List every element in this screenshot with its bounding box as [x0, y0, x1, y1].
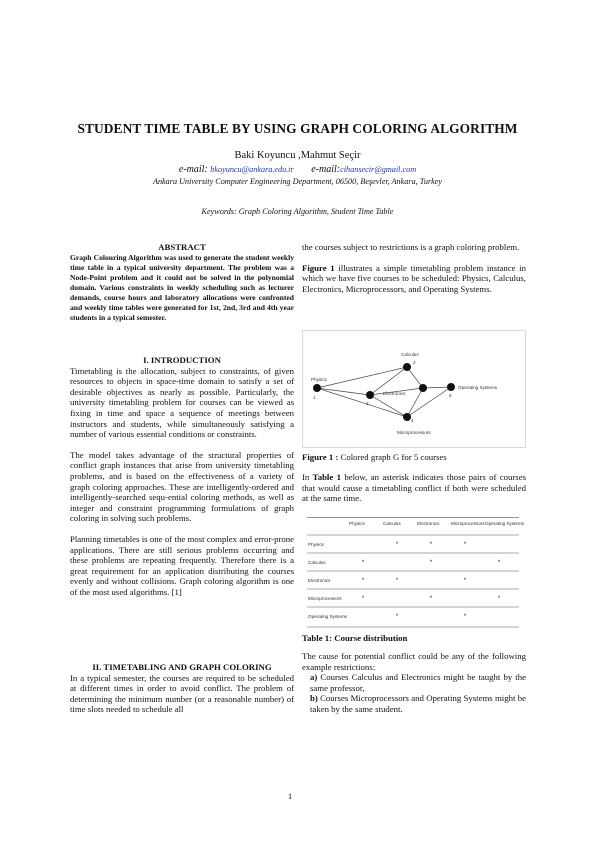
- table-row-header: Physics: [308, 542, 324, 547]
- graph-label-electronics: Electronics: [383, 391, 406, 396]
- abstract-section: [70, 242, 294, 323]
- table-row-header: Operating Systems: [308, 614, 348, 619]
- table-cell-mark: *: [463, 614, 467, 620]
- table-intro-lead: In: [302, 472, 313, 482]
- email-line: [0, 164, 595, 175]
- restriction-a: [302, 672, 526, 693]
- table-column-header: Calculus: [383, 521, 401, 526]
- table-cell-mark: *: [361, 578, 365, 584]
- authors: Baki Koyuncu ,Mahmut Seçir: [234, 150, 361, 161]
- graph-label-physics: Physics: [311, 377, 327, 382]
- page-number: 1: [287, 791, 293, 801]
- table-cell-mark: *: [429, 596, 433, 602]
- table-1: [307, 517, 525, 627]
- table-intro-paragraph: [302, 472, 526, 504]
- table-column-header: Operating Systems: [485, 521, 525, 526]
- email-link-2[interactable]: cihansecir@gmail.com: [340, 165, 417, 174]
- table-cell-mark: *: [429, 560, 433, 566]
- restriction-a-text: Courses Calculus and Electronics might be taught by the same professor,: [310, 672, 526, 693]
- section-2-heading: II. TIMETABLING AND GRAPH COLORING: [92, 662, 272, 672]
- graph-label-operating-systems: Operating Systems: [458, 385, 498, 390]
- graph-node-operating-systems: [447, 383, 455, 391]
- table-cell-mark: *: [361, 596, 365, 602]
- restrictions-intro: The cause for potential conflict could be any of the following example restrictions:: [302, 651, 526, 672]
- restriction-b-label: b): [310, 693, 318, 704]
- table-cell-mark: *: [361, 560, 365, 566]
- restriction-a-label: a): [310, 672, 318, 683]
- email-label-2: e-mail:: [311, 164, 341, 175]
- graph-node-electronics: [366, 391, 374, 399]
- abstract-heading: ABSTRACT: [158, 242, 206, 252]
- table-cell-mark: *: [395, 542, 399, 548]
- intro-paragraph-3: Planning timetables is one of the most complex and error-prone applications. There are still serious problems occurring and these problems are repeating frequently. Therefore there is a great requirement for an application distributing the courses evenly and without collisions. Graph coloring algorithm is one of the most used algorithms. [1]: [70, 533, 294, 597]
- introduction-heading: I. INTRODUCTION: [143, 355, 221, 365]
- intro-paragraph-1: Timetabling is the allocation, subject to constraints, of given resources to objects in space-time domain to satisfy a set of desirable objectives as nearly as possible. Particularly, the university timetabling problem for courses can be viewed as fixing in time and space a sequence of meetings between instructors and students, while simultaneously satisfying a number of various essential conditions or constraints.: [70, 365, 294, 440]
- figure-1-caption-text: Colored graph G for 5 courses: [338, 452, 447, 462]
- figure-1-caption-label: Figure 1 :: [302, 452, 339, 462]
- graph-node-hub: [419, 384, 427, 392]
- table-intro: [302, 472, 526, 504]
- figure-1-caption: [302, 452, 447, 462]
- table-row-header: Electronics: [308, 578, 331, 583]
- restrictions-section: [302, 651, 526, 715]
- email-label-1: e-mail:: [178, 164, 208, 175]
- restriction-b-text: Courses Microprocessors and Operating Systems might be taken by the same student.: [310, 693, 526, 714]
- affiliation: Ankara University Computer Engineering Department, 06500, Beşevler, Ankara, Turkey: [152, 177, 443, 186]
- table-row-header: Calculus: [308, 560, 326, 565]
- graph-node-physics: [313, 384, 321, 392]
- table-intro-text: below, an asterisk indicates those pairs of courses that would cause a timetabling conflict if both were scheduled at the same time.: [302, 472, 526, 504]
- section-2-paragraph-1: In a typical semester, the courses are required to be scheduled at different times in order to avoid conflict. The problem of determining the minimum number (or a reasonable number) of time slots needed to schedule all: [70, 672, 294, 715]
- table-1-reference: Table 1: [312, 472, 341, 482]
- intro-paragraph-2: The model takes advantage of the structural properties of conflict graph instances that arise from university timetabling problems, and is based on the effectiveness of a variety of graph coloring approaches. These are intelligently-ordered and intelligently-searched sequ-ential coloring methods, as well as integer and constraint programming formulations of graph coloring in solving such problems.: [70, 449, 294, 524]
- table-column-header: Electronics: [417, 521, 440, 526]
- graph-number-physics: 1: [313, 395, 316, 400]
- table-cell-mark: *: [463, 578, 467, 584]
- table-cell-mark: *: [429, 542, 433, 548]
- graph-number-microprocessors: 4: [411, 418, 414, 423]
- section-2-continued: [302, 242, 526, 294]
- section-2-paragraph-1-cont: the courses subject to restrictions is a graph coloring problem.: [302, 242, 520, 252]
- graph-label-calculus: Calculus: [401, 352, 419, 357]
- section-2: [70, 662, 294, 715]
- figure-1-reference: Figure 1: [302, 262, 335, 273]
- graph-number-operating-systems: 5: [449, 393, 452, 398]
- abstract-text: Graph Colouring Algorithm was used to generate the student weekly time table in a typical university department. The problem was a Node-Point problem and it could not be solved in the polynomial domain. Various constraints in weekly scheduling such as lecturer demands, course hours and laboratory allocations were confronted and weekly time tables were generated for 1st, 2nd, 3rd and 4th year students in a typical semester.: [70, 252, 294, 322]
- introduction-section: [70, 355, 294, 597]
- table-cell-mark: *: [395, 614, 399, 620]
- keywords: Keywords: Graph Coloring Algorithm, Student Time Table: [201, 207, 394, 216]
- graph-label-microprocessors: Microprocessors: [397, 430, 431, 435]
- graph-number-electronics: 3: [366, 401, 369, 406]
- table-1-caption: Table 1: Course distribution: [302, 633, 408, 643]
- email-link-1[interactable]: bkoyuncu@ankara.edu.tr: [210, 165, 294, 174]
- restriction-b: [302, 693, 526, 714]
- table-cell-mark: *: [497, 560, 501, 566]
- paper-title: STUDENT TIME TABLE BY USING GRAPH COLORING ALGORITHM: [77, 121, 518, 136]
- table-column-header: Physics: [349, 521, 365, 526]
- graph-node-calculus: [403, 363, 411, 371]
- table-cell-mark: *: [463, 542, 467, 548]
- figure-1-graph: [302, 330, 526, 448]
- table-column-header: Microprocessors: [451, 521, 485, 526]
- table-cell-mark: *: [395, 578, 399, 584]
- abstract-body: [70, 253, 294, 323]
- table-row-header: Microprocessors: [308, 596, 342, 601]
- table-cell-mark: *: [497, 596, 501, 602]
- graph-number-calculus: 2: [413, 360, 416, 365]
- graph-node-microprocessors: [403, 413, 411, 421]
- figure-1-reference-text: illustrates a simple timetabling problem instance in which we have five courses to be scheduled: Physics, Calculus, Electronics, Microprocessors, and Operating Systems.: [302, 262, 526, 294]
- figure-1-reference-paragraph: [302, 263, 526, 295]
